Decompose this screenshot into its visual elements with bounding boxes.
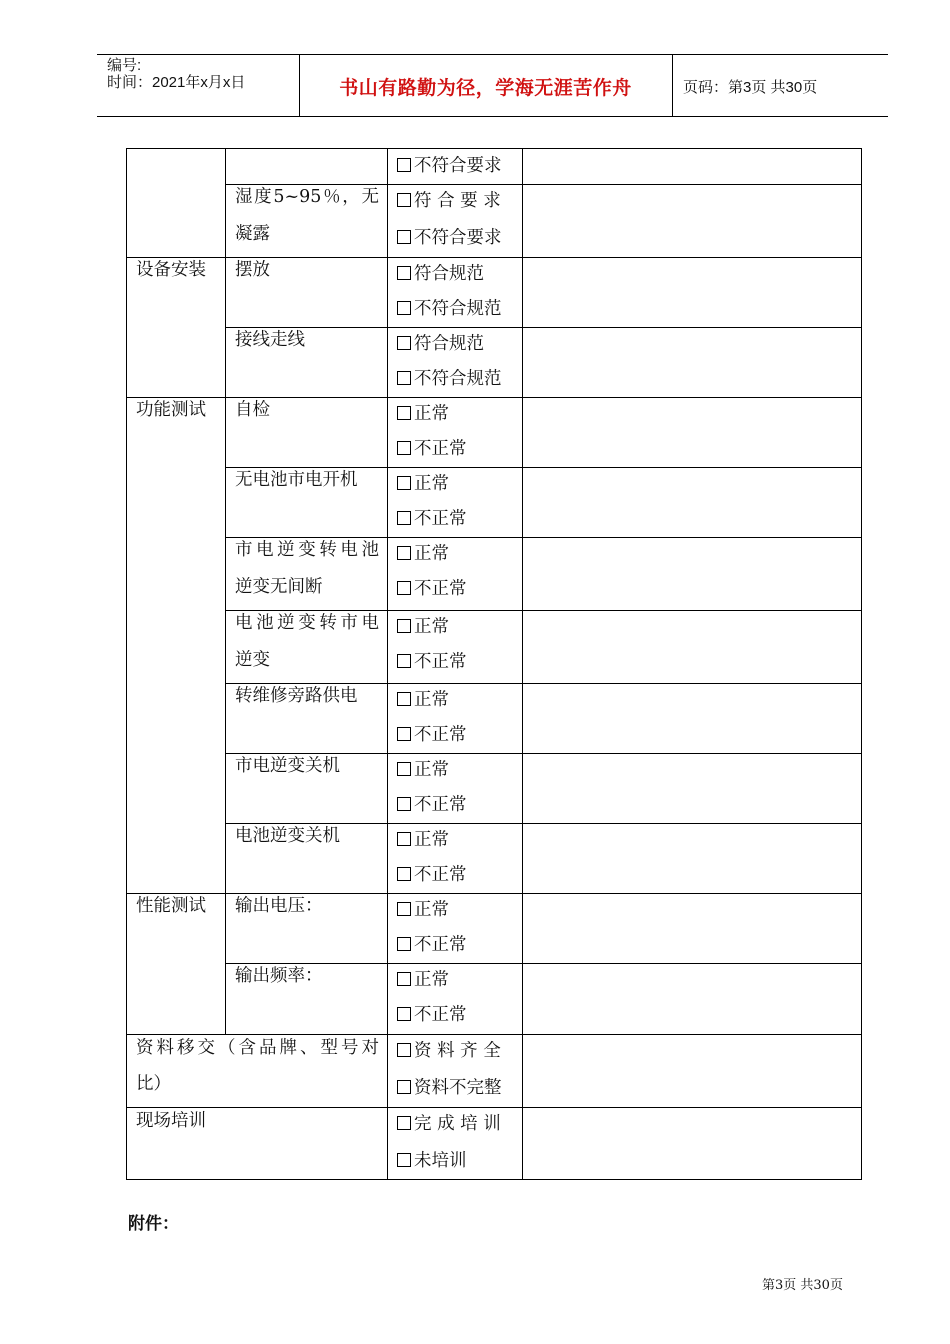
option-checkbox[interactable]: 不正常: [397, 721, 467, 746]
checkbox-icon[interactable]: [397, 1007, 411, 1021]
item-wiring: 接线走线: [235, 330, 305, 350]
category-function-test: 功能测试: [136, 400, 206, 420]
item-humidity-line1: 湿度5~95％，无: [235, 187, 379, 207]
checkbox-icon[interactable]: [397, 619, 411, 633]
checkbox-icon[interactable]: [397, 441, 411, 455]
category-installation: 设备安装: [136, 260, 206, 280]
checklist-table: [126, 148, 862, 1180]
item-battery-to-mains-line2: 逆变: [235, 650, 270, 670]
option-checkbox[interactable]: 正常: [397, 756, 449, 781]
checkbox-icon[interactable]: [397, 1043, 411, 1057]
checkbox-icon[interactable]: [397, 546, 411, 560]
header-meta: [107, 57, 245, 91]
checkbox-icon[interactable]: [397, 476, 411, 490]
checkbox-icon[interactable]: [397, 158, 411, 172]
checkbox-icon[interactable]: [397, 581, 411, 595]
option-checkbox[interactable]: 资料不完整: [397, 1074, 502, 1099]
option-checkbox[interactable]: 正常: [397, 470, 449, 495]
option-checkbox[interactable]: 正常: [397, 966, 449, 991]
item-humidity-line2: 凝露: [235, 224, 270, 244]
item-no-battery-start: 无电池市电开机: [235, 470, 358, 490]
checkbox-icon[interactable]: [397, 867, 411, 881]
item-battery-shutdown: 电池逆变关机: [235, 826, 340, 846]
item-mains-to-battery-line2: 逆变无间断: [235, 577, 323, 597]
option-checkbox[interactable]: 正常: [397, 400, 449, 425]
option-checkbox[interactable]: 完 成 培 训: [397, 1110, 501, 1135]
option-checkbox[interactable]: 正常: [397, 613, 449, 638]
item-output-frequency: 输出频率：: [235, 966, 323, 986]
item-mains-to-battery-line1: 市电逆变转电池: [235, 540, 379, 560]
attachment-label: 附件：: [128, 1214, 179, 1234]
checkbox-icon[interactable]: [397, 902, 411, 916]
checkbox-icon[interactable]: [397, 230, 411, 244]
date-label: 时间：2021年x月x日: [107, 74, 246, 91]
category-docs-line1: 资料移交（含品牌、型号对: [136, 1038, 379, 1058]
item-bypass: 转维修旁路供电: [235, 686, 358, 706]
checkbox-icon[interactable]: [397, 266, 411, 280]
checkbox-icon[interactable]: [397, 654, 411, 668]
option-checkbox[interactable]: 符 合 要 求: [397, 187, 513, 212]
option-checkbox[interactable]: 资 料 齐 全: [397, 1037, 501, 1062]
option-checkbox[interactable]: 符合规范: [397, 260, 484, 285]
number-label: 编号:: [107, 57, 142, 74]
option-checkbox[interactable]: 不正常: [397, 435, 467, 460]
option-checkbox[interactable]: 不正常: [397, 1001, 467, 1026]
checkbox-icon[interactable]: [397, 1153, 411, 1167]
option-checkbox[interactable]: 不正常: [397, 648, 467, 673]
option-checkbox[interactable]: 不正常: [397, 505, 467, 530]
category-docs-line2: 比）: [136, 1074, 171, 1094]
checkbox-icon[interactable]: [397, 193, 411, 207]
page-footer: 第3页 共30页: [762, 1278, 843, 1293]
option-checkbox[interactable]: 符合规范: [397, 330, 484, 355]
checkbox-icon[interactable]: [397, 301, 411, 315]
option-checkbox[interactable]: 不正常: [397, 931, 467, 956]
checkbox-icon[interactable]: [397, 972, 411, 986]
header-page-label: 页码：第3页 共30页: [683, 79, 818, 96]
item-mains-shutdown: 市电逆变关机: [235, 756, 340, 776]
option-checkbox[interactable]: 正常: [397, 686, 449, 711]
page-header: [97, 54, 888, 117]
option-checkbox[interactable]: 不正常: [397, 791, 467, 816]
header-divider: [672, 55, 673, 116]
checkbox-icon[interactable]: [397, 371, 411, 385]
checkbox-icon[interactable]: [397, 727, 411, 741]
checkbox-icon[interactable]: [397, 336, 411, 350]
category-performance-test: 性能测试: [136, 896, 206, 916]
option-checkbox[interactable]: 不符合规范: [397, 365, 502, 390]
item-placement: 摆放: [235, 260, 270, 280]
checkbox-icon[interactable]: [397, 1116, 411, 1130]
option-checkbox[interactable]: 不符合要求: [397, 152, 502, 177]
checkbox-icon[interactable]: [397, 406, 411, 420]
checkbox-icon[interactable]: [397, 511, 411, 525]
option-checkbox[interactable]: 不正常: [397, 861, 467, 886]
checkbox-icon[interactable]: [397, 797, 411, 811]
option-checkbox[interactable]: 正常: [397, 896, 449, 921]
option-checkbox[interactable]: 不符合要求: [397, 224, 502, 249]
option-checkbox[interactable]: 不符合规范: [397, 295, 502, 320]
option-checkbox[interactable]: 正常: [397, 540, 449, 565]
header-motto: 书山有路勤为径，学海无涯苦作舟: [339, 77, 632, 99]
option-checkbox[interactable]: 不正常: [397, 575, 467, 600]
category-training: 现场培训: [136, 1111, 206, 1131]
item-battery-to-mains-line1: 电池逆变转市电: [235, 613, 379, 633]
checkbox-icon[interactable]: [397, 692, 411, 706]
option-checkbox[interactable]: 正常: [397, 826, 449, 851]
checkbox-icon[interactable]: [397, 937, 411, 951]
item-self-check: 自检: [235, 400, 270, 420]
checkbox-icon[interactable]: [397, 832, 411, 846]
item-output-voltage: 输出电压：: [235, 896, 323, 916]
option-checkbox[interactable]: 未培训: [397, 1147, 467, 1172]
checkbox-icon[interactable]: [397, 1080, 411, 1094]
checkbox-icon[interactable]: [397, 762, 411, 776]
